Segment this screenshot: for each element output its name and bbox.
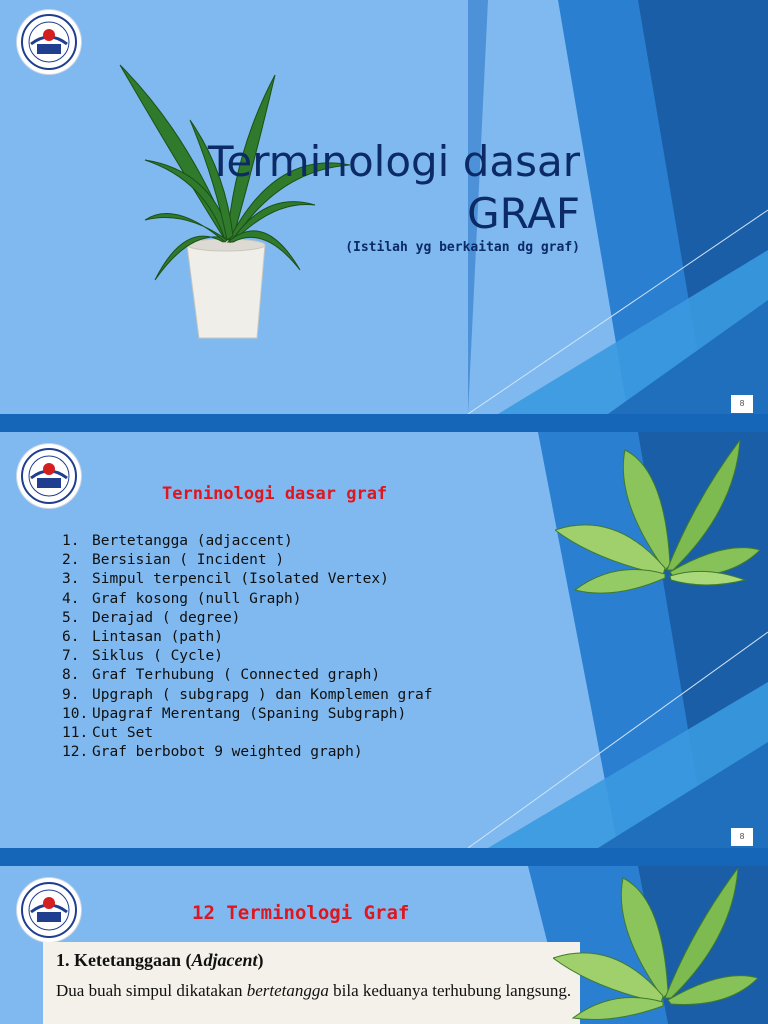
list-item: 2. Bersisian ( Incident ) bbox=[62, 552, 285, 569]
leafy-plant-icon bbox=[555, 440, 760, 600]
list-item: 8. Graf Terhubung ( Connected graph) bbox=[62, 667, 381, 684]
list-item: 9. Upgraph ( subgrapg ) dan Komplemen graf bbox=[62, 686, 433, 703]
list-item: 4. Graf kosong (null Graph) bbox=[62, 590, 302, 607]
list-item: 3. Simpul terpencil (Isolated Vertex) bbox=[62, 571, 389, 588]
list-item: 7. Siklus ( Cycle) bbox=[62, 648, 223, 665]
list-item: 1. Bertetangga (adjaccent) bbox=[62, 533, 293, 549]
university-logo-icon bbox=[17, 10, 81, 74]
title-line-2: GRAF bbox=[467, 189, 580, 238]
page-number: 8 bbox=[731, 828, 753, 846]
list-item: 11. Cut Set bbox=[62, 724, 154, 741]
term-list bbox=[62, 532, 432, 762]
slide-terminology bbox=[0, 866, 768, 1024]
list-item: 6. Lintasan (path) bbox=[62, 628, 223, 645]
slide-heading: Terninologi dasar graf bbox=[162, 484, 388, 504]
leafy-plant-icon bbox=[553, 868, 758, 1024]
list-item: 12. Graf berbobot 9 weighted graph) bbox=[62, 744, 363, 761]
document-excerpt bbox=[43, 942, 580, 1024]
page-number: 8 bbox=[731, 395, 753, 413]
subtitle: (Istilah yg berkaitan dg graf) bbox=[345, 240, 580, 255]
slide-heading: 12 Terminologi Graf bbox=[192, 902, 410, 924]
university-logo-icon bbox=[17, 878, 81, 942]
excerpt-title: 1. Ketetanggaan (Adjacent) bbox=[56, 950, 264, 970]
slide-title-block bbox=[208, 136, 580, 255]
slide-term-list bbox=[0, 432, 768, 848]
title-line-1: Terminologi dasar bbox=[207, 137, 580, 186]
slide-title bbox=[0, 0, 768, 414]
list-item: 5. Derajad ( degree) bbox=[62, 609, 241, 626]
university-logo-icon bbox=[17, 444, 81, 508]
excerpt-body: Dua buah simpul dikatakan bertetangga bila keduanya terhubung langsung. bbox=[56, 981, 572, 1000]
list-item: 10. Upagraf Merentang (Spaning Subgraph) bbox=[62, 705, 407, 722]
